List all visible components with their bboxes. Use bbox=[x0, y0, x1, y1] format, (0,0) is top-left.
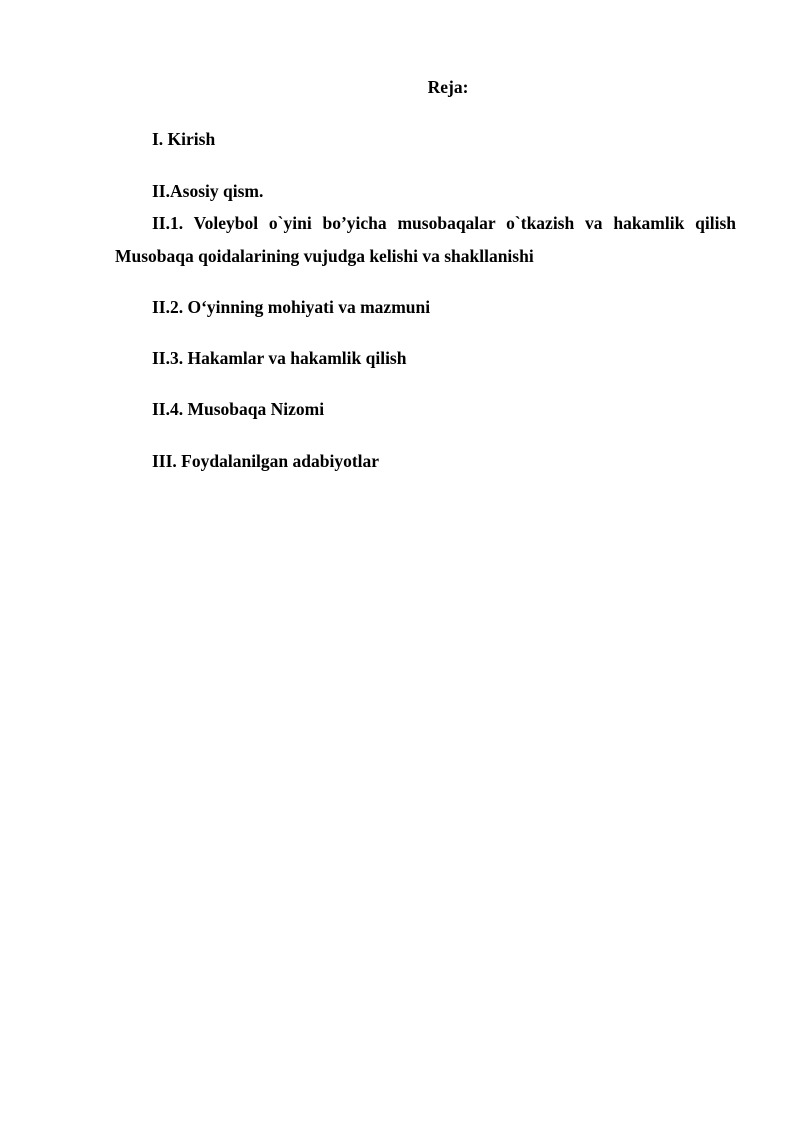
outline-item-introduction: I. Kirish bbox=[152, 129, 216, 149]
outline-item-references: III. Foydalanilgan adabiyotlar bbox=[152, 451, 380, 471]
outline-item-subsection-1-line-2: Musobaqa qoidalarining vujudga kelishi va shakllanishi bbox=[115, 246, 534, 266]
outline-item-subsection-4: II.4. Musobaqa Nizomi bbox=[152, 399, 325, 419]
page-title: Reja: bbox=[427, 77, 469, 97]
outline-item-main-part: II.Asosiy qism. bbox=[152, 181, 264, 201]
outline-item-subsection-2: II.2. O‘yinning mohiyati va mazmuni bbox=[152, 297, 431, 317]
outline-item-subsection-1-line-1: II.1. Voleybol o`yini bo’yicha musobaqalar o`tkazish va hakamlik qilish bbox=[152, 213, 736, 233]
outline-item-subsection-3: II.3. Hakamlar va hakamlik qilish bbox=[152, 348, 407, 368]
